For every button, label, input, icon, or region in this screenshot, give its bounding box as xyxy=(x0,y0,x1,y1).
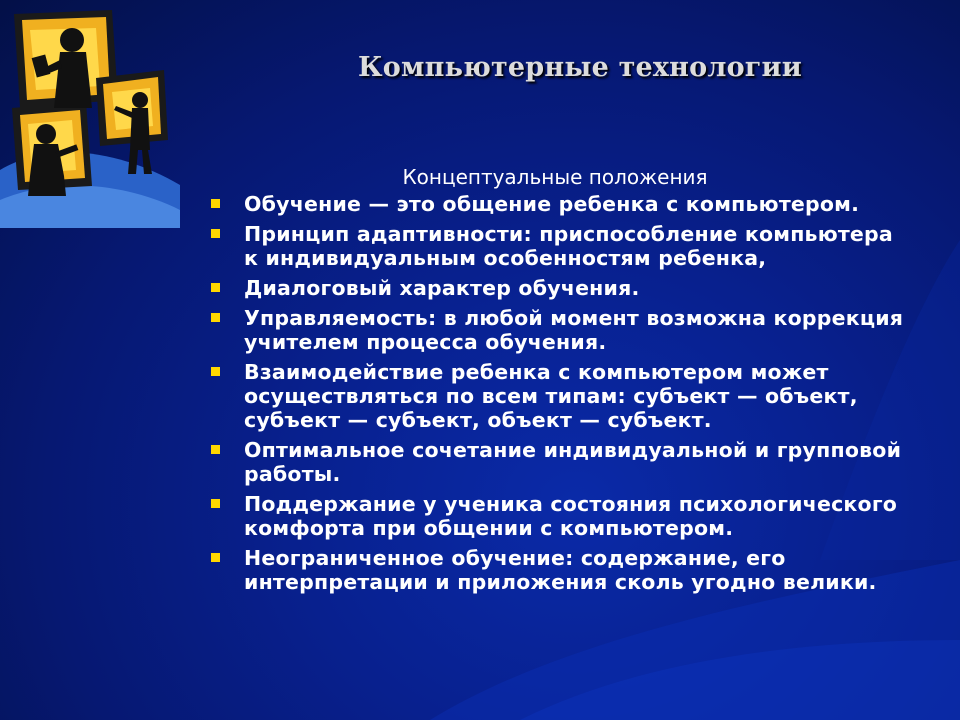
bullet-item xyxy=(208,222,908,270)
bullet-square-icon xyxy=(211,313,220,322)
bullet-square-icon xyxy=(211,283,220,292)
bullet-text: Неограниченное обучение: содержание, его интерпретации и приложения сколь угодно велики. xyxy=(244,546,877,594)
bullet-square-icon xyxy=(211,499,220,508)
bullet-item xyxy=(208,546,908,594)
bullet-item xyxy=(208,360,908,432)
bullet-item xyxy=(208,306,908,354)
bullet-text: Поддержание у ученика состояния психологического комфорта при общении с компьютером. xyxy=(244,492,898,540)
bullet-list xyxy=(208,192,908,600)
bullet-text: Управляемость: в любой момент возможна коррекция учителем процесса обучения. xyxy=(244,306,904,354)
bullet-square-icon xyxy=(211,199,220,208)
bullet-square-icon xyxy=(211,445,220,454)
bullet-square-icon xyxy=(211,367,220,376)
bullet-square-icon xyxy=(211,553,220,562)
bullet-text: Взаимодействие ребенка с компьютером может осуществляться по всем типам: субъект — объект, субъект — субъект, объект — субъект. xyxy=(244,360,858,432)
bullet-square-icon xyxy=(211,229,220,238)
bullet-text: Диалоговый характер обучения. xyxy=(244,276,640,300)
bullet-item xyxy=(208,492,908,540)
bullet-item xyxy=(208,438,908,486)
corner-illustration xyxy=(0,0,180,228)
bullet-text: Обучение — это общение ребенка с компьютером. xyxy=(244,192,860,216)
slide-title: Компьютерные технологии xyxy=(357,52,802,83)
bullet-text: Принцип адаптивности: приспособление компьютера к индивидуальным особенностям ребенка, xyxy=(244,222,893,270)
bullet-item xyxy=(208,276,908,300)
bullet-text: Оптимальное сочетание индивидуальной и групповой работы. xyxy=(244,438,902,486)
bullet-item xyxy=(208,192,908,216)
slide-subtitle: Концептуальные положения xyxy=(402,165,708,189)
